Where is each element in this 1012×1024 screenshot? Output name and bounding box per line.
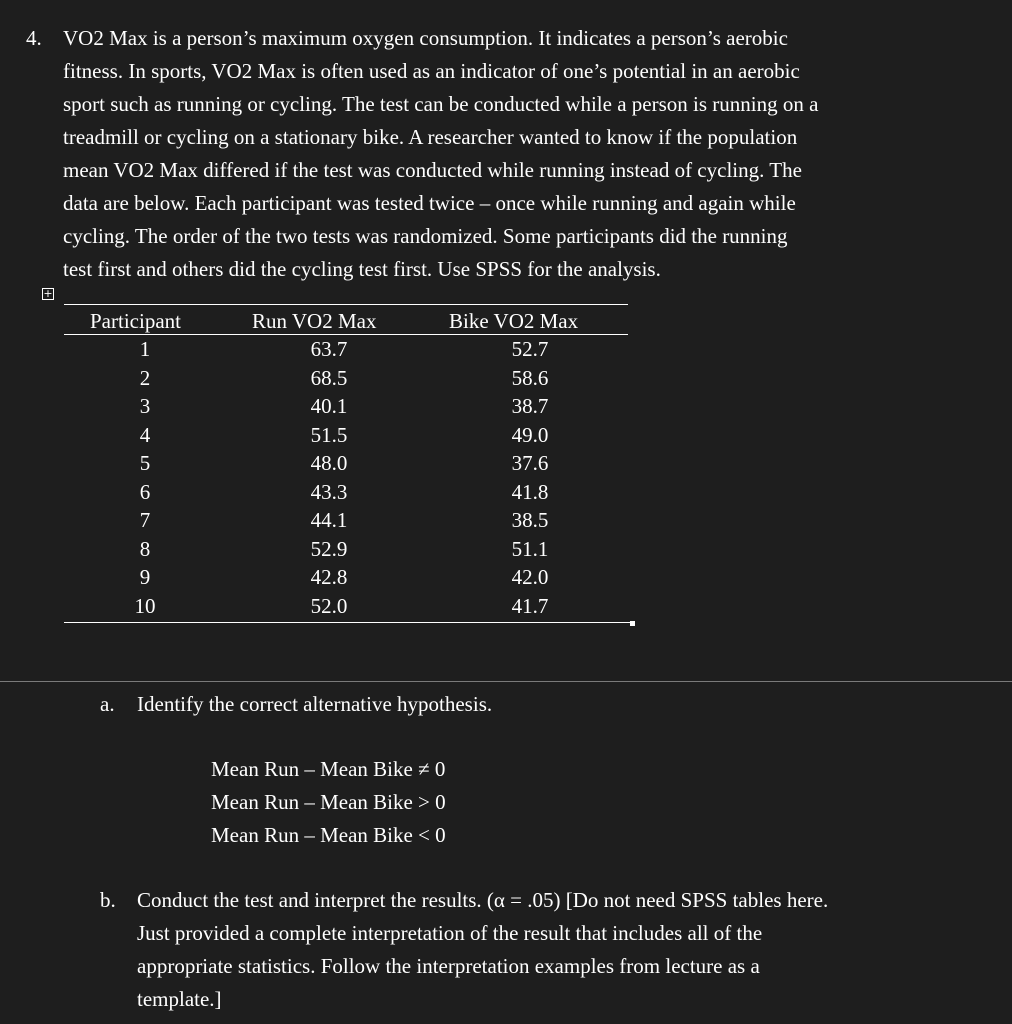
participant-cell: 4 (139, 422, 151, 447)
run-cell: 40.1 (310, 394, 348, 418)
run-cell: 52.0 (310, 593, 348, 618)
question-text (63, 22, 978, 286)
part-b-line: appropriate statistics. Follow the interpretation examples from lecture as a (137, 954, 760, 978)
table-row (64, 449, 628, 478)
run-cell: 51.5 (310, 422, 348, 447)
run-cell: 48.0 (310, 451, 348, 475)
part-b-text (137, 884, 967, 1016)
table-row (64, 563, 628, 592)
hypothesis-option-less[interactable]: Mean Run – Mean Bike < 0 (211, 823, 446, 847)
bike-cell: 52.7 (511, 337, 549, 361)
hypothesis-options (211, 753, 446, 852)
header-participant: Participant (90, 309, 181, 333)
participant-cell: 7 (139, 508, 151, 532)
question-line: data are below. Each participant was tested twice – once while running and again while (63, 191, 796, 215)
part-b-line: template.] (137, 987, 222, 1011)
table-row (64, 392, 628, 421)
bike-cell: 37.6 (511, 451, 549, 475)
participant-cell: 5 (139, 451, 151, 475)
table-row (64, 478, 628, 507)
table-row (64, 335, 628, 364)
part-a-label: a. (100, 692, 115, 716)
table-header-row (64, 305, 628, 335)
run-cell: 42.8 (310, 565, 348, 589)
table-move-handle-icon[interactable]: + (43, 287, 53, 300)
participant-cell: 10 (134, 593, 156, 618)
question-line: VO2 Max is a person’s maximum oxygen consumption. It indicates a person’s aerobic (63, 26, 788, 50)
participant-cell: 1 (139, 337, 151, 361)
table-resize-handle-icon[interactable] (630, 621, 635, 626)
part-a-text: Identify the correct alternative hypothesis. (137, 692, 493, 716)
bike-cell: 51.1 (511, 536, 549, 561)
participant-cell: 8 (139, 536, 151, 561)
table-row (64, 535, 628, 564)
participant-cell: 6 (139, 479, 151, 504)
table-bottom-rule (64, 622, 628, 623)
bike-cell: 41.8 (511, 479, 549, 504)
question-number: 4. (26, 26, 42, 50)
section-divider (0, 681, 1012, 682)
table-row (64, 364, 628, 393)
data-table (64, 305, 628, 620)
part-b-line: Just provided a complete interpretation of the result that includes all of the (137, 921, 763, 945)
participant-cell: 3 (139, 394, 151, 418)
table-row (64, 421, 628, 450)
run-cell: 68.5 (310, 365, 348, 390)
run-cell: 52.9 (310, 536, 348, 561)
question-line: mean VO2 Max differed if the test was conducted while running instead of cycling. The (63, 158, 802, 182)
part-b-label: b. (100, 888, 116, 912)
participant-cell: 2 (139, 365, 151, 390)
bike-cell: 41.7 (511, 593, 549, 618)
run-cell: 63.7 (310, 337, 348, 361)
part-b-line: Conduct the test and interpret the results. (α = .05) [Do not need SPSS tables here. (137, 888, 829, 912)
bike-cell: 38.5 (511, 508, 549, 532)
hypothesis-option-greater[interactable]: Mean Run – Mean Bike > 0 (211, 790, 446, 814)
run-cell: 44.1 (310, 508, 348, 532)
bike-cell: 49.0 (511, 422, 549, 447)
header-run: Run VO2 Max (252, 309, 377, 333)
question-line: cycling. The order of the two tests was randomized. Some participants did the running (63, 224, 788, 248)
header-bike: Bike VO2 Max (449, 309, 579, 333)
run-cell: 43.3 (310, 479, 348, 504)
table-row (64, 506, 628, 535)
question-line: treadmill or cycling on a stationary bike. A researcher wanted to know if the population (63, 125, 798, 149)
table-row (64, 592, 628, 621)
participant-cell: 9 (139, 565, 151, 589)
bike-cell: 42.0 (511, 565, 549, 589)
bike-cell: 58.6 (511, 365, 549, 390)
question-line: test first and others did the cycling test first. Use SPSS for the analysis. (63, 257, 661, 281)
question-line: sport such as running or cycling. The test can be conducted while a person is running on a (63, 92, 819, 116)
question-line: fitness. In sports, VO2 Max is often used as an indicator of one’s potential in an aerobic (63, 59, 800, 83)
bike-cell: 38.7 (511, 394, 549, 418)
hypothesis-option-not-equal[interactable]: Mean Run – Mean Bike ≠ 0 (211, 757, 446, 781)
